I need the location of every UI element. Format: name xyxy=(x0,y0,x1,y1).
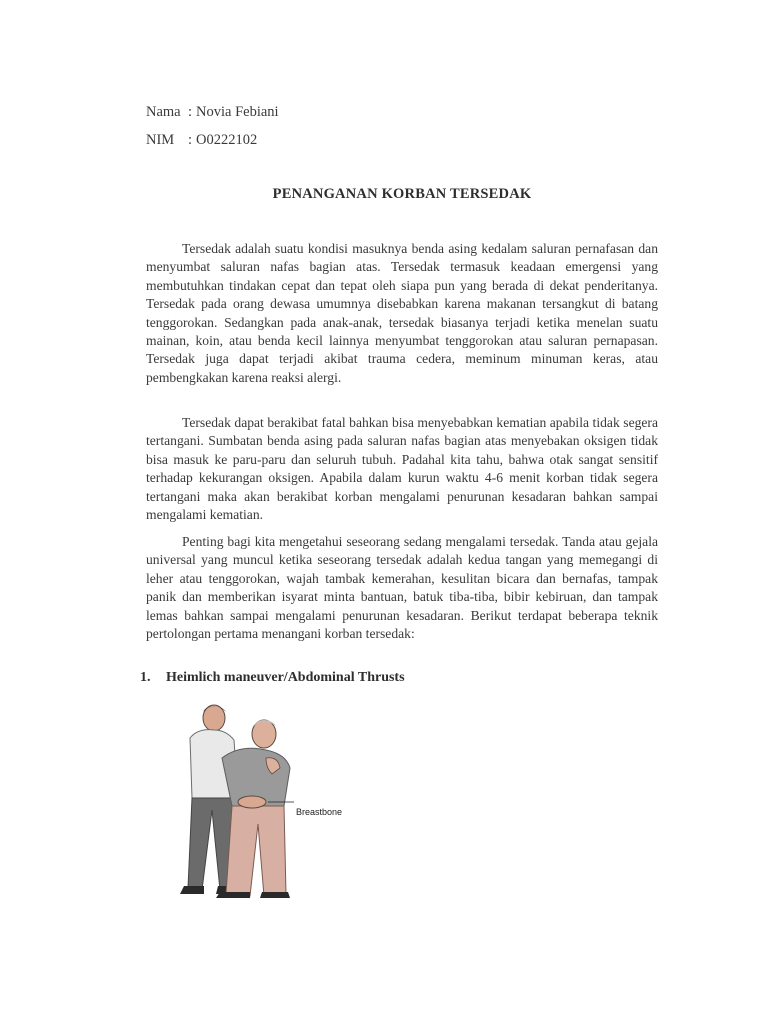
name-separator: : xyxy=(188,104,193,120)
document-title: PENANGANAN KORBAN TERSEDAK xyxy=(272,186,532,202)
list-number: 1. xyxy=(140,670,151,685)
name-label: Nama xyxy=(146,104,181,120)
name-value: Novia Febiani xyxy=(196,104,279,120)
rescuer-hands xyxy=(238,796,266,808)
paragraph-1: Tersedak adalah suatu kondisi masuknya benda asing kedalam saluran pernafasan dan menyumbat saluran nafas bagian atas. Tersedak termasuk keadaan emergensi yang membutuhkan tindakan cepat dan tepat oleh siapa pun yang berada di dekat penderitanya. Tersedak pada orang dewasa umumnya disebabkan karena makanan tersangkut di batang tenggorokan. Sedangkan pada anak-anak, tersedak biasanya terjadi ketika menelan suatu mainan, koin, atau benda kecil lainnya menyumbat tenggorokan atau saluran pernapasan. Tersedak juga dapat terjadi akibat trauma cedera, meminum minuman keras, atau pembengkakan karena reaksi alergi. xyxy=(146,241,658,385)
breastbone-label: Breastbone xyxy=(296,807,343,817)
student-name-row xyxy=(146,104,279,121)
list-item-heimlich xyxy=(140,670,405,686)
student-nim-row xyxy=(146,132,257,149)
nim-label: NIM xyxy=(146,132,175,148)
heimlich-maneuver-figure xyxy=(168,698,354,898)
heimlich-maneuver-illustration-icon xyxy=(168,698,354,898)
nim-separator: : xyxy=(188,132,193,148)
paragraph-2: Tersedak dapat berakibat fatal bahkan bisa menyebabkan kematian apabila tidak segera tertangani. Sumbatan benda asing pada saluran nafas bagian atas menyebakan oksigen tidak bisa masuk ke paru-paru dan seluruh tubuh. Padahal kita tahu, bahwa otak sangat sensitif terhadap kekurangan oksigen. Apabila dalam kurun waktu 4-6 menit korban tidak segera tertangani maka akan berakibat korban mengalami penurunan kesadaran bahkan sampai mengalami kematian. xyxy=(146,415,658,523)
list-label: Heimlich maneuver/Abdominal Thrusts xyxy=(166,670,405,685)
nim-value: O0222102 xyxy=(196,132,258,148)
paragraph-3: Penting bagi kita mengetahui seseorang sedang mengalami tersedak. Tanda atau gejala universal yang muncul ketika seseorang tersedak adalah kedua tangan yang memegangi di leher atau tenggorokan, wajah tambak kemerahan, kesulitan bicara dan bernafas, tampak panik dan memberikan isyarat minta bantuan, batuk tiba-tiba, bibir kebiruan, dan tampak lemas bahkan sampai mengalami penurunan kesadaran. Berikut terdapat beberapa teknik pertolongan pertama menangani korban tersedak: xyxy=(146,534,658,642)
